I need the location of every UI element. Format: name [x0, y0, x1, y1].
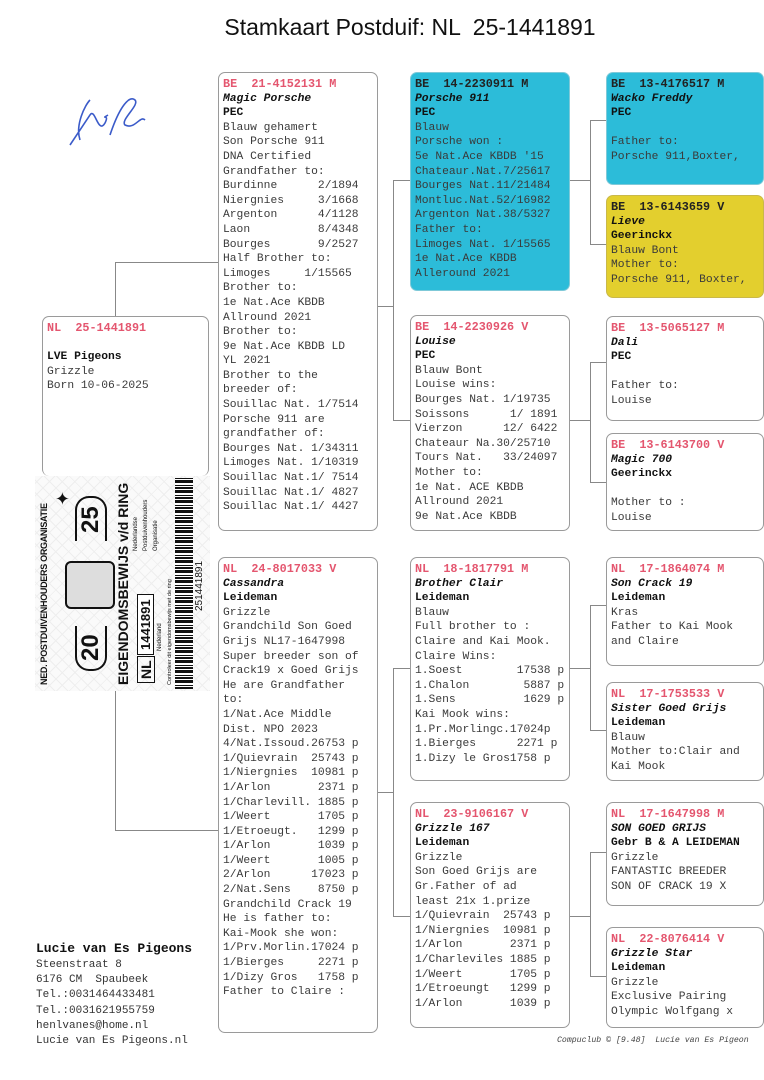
info-line: 2/Nat.Sens 8750 p: [223, 884, 359, 897]
pigeon-name: Lieve: [611, 215, 645, 228]
info-line: Kai Mook wins:: [415, 708, 510, 721]
info-line: Grandchild Son Goed: [223, 621, 352, 634]
pigeon-name: Magic 700: [611, 453, 673, 466]
info-line: Brother to:: [223, 282, 298, 295]
info-line: Mother to :: [611, 497, 686, 510]
info-line: Father to:: [611, 136, 679, 149]
info-line: Brother to the: [223, 369, 318, 382]
ring-number: NL 25-1441891: [47, 321, 147, 335]
info-line: Half Brother to:: [223, 253, 332, 266]
ring-number: NL 23-9106167 V: [415, 807, 529, 821]
info-line: Chateaur Na.30/25710: [415, 437, 551, 450]
connector: [590, 362, 606, 363]
dss-card: [606, 557, 764, 666]
ring-number: BE 13-4176517 M: [611, 77, 725, 91]
dsd-card: [606, 682, 764, 781]
info-line: [611, 482, 763, 497]
pigeon-name: Porsche 911: [415, 92, 490, 105]
info-line: 1/Weert 1705 p: [223, 811, 359, 824]
connector: [393, 916, 410, 917]
info-line: Souillac Nat. 1/7514: [223, 399, 359, 412]
info-line: Mother to:: [415, 466, 483, 479]
info-line: 1.Sens 1629 p: [415, 694, 565, 707]
connector: [377, 306, 393, 307]
info-line: Louise: [611, 394, 652, 407]
connector: [590, 852, 591, 976]
info-line: Father to:: [415, 223, 483, 236]
info-line: to:: [223, 694, 244, 707]
ring-number: BE 14-2230926 V: [415, 320, 529, 334]
info-line: Souillac Nat.1/ 4827: [223, 486, 359, 499]
sss-card: [606, 72, 764, 185]
pigeon-name: Wacko Freddy: [611, 92, 693, 105]
info-line: 1/Weert 1705 p: [415, 968, 551, 981]
phone-2: Tel.:0031621955759: [36, 1004, 155, 1017]
info-line: Vierzon 12/ 6422: [415, 423, 558, 436]
info-line: Allround 2021: [415, 496, 504, 509]
nederland-label: Nederland: [157, 623, 163, 651]
info-line: 1e Nat.Ace KBDB: [223, 296, 325, 309]
connector: [115, 690, 116, 830]
info-line: Claire Wins:: [415, 650, 497, 663]
info-line: 9e Nat.Ace KBDB LD: [223, 340, 346, 353]
info-line: 1/Arlon 2371 p: [223, 781, 359, 794]
sire-sire-card: [410, 72, 570, 291]
phone-1: Tel.:0031464433481: [36, 989, 155, 1002]
info-line: 1/Prv.Morlin.17024 p: [223, 942, 359, 955]
info-line: Allround 2021: [223, 311, 312, 324]
info-line: Grizzle: [223, 606, 271, 619]
dam-sire-card: [410, 557, 570, 781]
info-line: Grizzle: [611, 976, 659, 989]
pigeon-name: Grizzle Star: [611, 947, 693, 960]
npo-2: Postduivenhouders: [143, 499, 149, 551]
bird-icon: ✦: [53, 490, 73, 506]
info-line: Argenton Nat.38/5327: [415, 209, 551, 222]
info-line: Blauw Bont: [415, 364, 483, 377]
info-line: Claire and Kai Mook.: [415, 635, 551, 648]
info-line: Bourges Nat.11/21484: [415, 180, 551, 193]
pigeon-name: Magic Porsche: [223, 92, 312, 105]
info-line: [611, 365, 763, 380]
info-line: Souillac Nat.1/ 7514: [223, 472, 359, 485]
info-line: Gr.Father of ad: [415, 880, 517, 893]
ring-number: BE 13-5065127 M: [611, 321, 725, 335]
connector: [377, 792, 393, 793]
breeder-name: Leideman: [611, 592, 666, 605]
pigeon-name: Cassandra: [223, 577, 285, 590]
info-line: 1e Nat. ACE KBDB: [415, 481, 524, 494]
breeder-name: Geerinckx: [611, 468, 673, 481]
info-line: Bourges 9/2527: [223, 238, 359, 251]
breeder-name: Gebr B & A LEIDEMAN: [611, 837, 740, 850]
connector: [115, 262, 116, 316]
subject-pigeon-card: [42, 316, 209, 476]
ring-number: BE 14-2230911 M: [415, 77, 529, 91]
breeder-name: Geerinckx: [611, 230, 673, 243]
info-line: 2/Arlon 17023 p: [223, 869, 359, 882]
check-text: Controleer dit eigendomsbewijs met de ring: [167, 579, 173, 685]
year-right: 25: [75, 496, 107, 541]
year-left: 20: [75, 626, 107, 671]
info-line: Limoges Nat. 1/15565: [415, 238, 551, 251]
info-line: Son Goed Grijs are: [415, 866, 538, 879]
barcode-number: 251441891: [194, 560, 205, 611]
owner-name: LVE Pigeons: [47, 351, 122, 364]
info-line: Bourges Nat. 1/34311: [223, 442, 359, 455]
pigeon-name: Grizzle 167: [415, 822, 490, 835]
info-line: 1/Charleviles 1885 p: [415, 953, 551, 966]
info-line: YL 2021: [223, 355, 271, 368]
info-line: Full brother to :: [415, 621, 531, 634]
info-line: grandfather of:: [223, 428, 325, 441]
info-line: [47, 336, 208, 351]
info-line: Blauw gehamert: [223, 121, 318, 134]
info-line: 1/Arlon 1039 p: [223, 840, 359, 853]
connector: [590, 605, 591, 730]
connector: [569, 180, 590, 181]
connector: [569, 668, 590, 669]
info-line: Blauw: [415, 606, 449, 619]
info-line: Grijs NL17-1647998: [223, 635, 346, 648]
info-line: 1/Arlon 1039 p: [415, 997, 551, 1010]
info-line: Tours Nat. 33/24097: [415, 452, 558, 465]
info-line: Louise: [611, 511, 652, 524]
info-line: Chateaur.Nat.7/25617: [415, 165, 551, 178]
certificate-heading: EIGENDOMSBEWIJS v/d RING: [115, 482, 131, 685]
info-line: Father to Claire :: [223, 986, 346, 999]
breeder-name: PEC: [611, 351, 632, 364]
ring-digits: 1441891: [137, 594, 154, 655]
breeder-name: PEC: [611, 107, 632, 120]
info-line: Souillac Nat.1/ 4427: [223, 501, 359, 514]
website: Lucie van Es Pigeons.nl: [36, 1035, 188, 1048]
info-line: Mother to:Clair and: [611, 746, 740, 759]
pigeon-name: Dali: [611, 336, 639, 349]
info-line: Grandfather to:: [223, 165, 325, 178]
info-line: 1/Niergnies 10981 p: [223, 767, 359, 780]
ring-number: NL 17-1647998 M: [611, 807, 725, 821]
info-line: Son Porsche 911: [223, 136, 325, 149]
connector: [115, 262, 218, 263]
connector: [393, 180, 410, 181]
info-line: 4/Nat.Issoud.26753 p: [223, 738, 359, 751]
info-line: and Claire: [611, 635, 679, 648]
address-street: Steenstraat 8: [36, 959, 122, 971]
country-code: NL: [137, 656, 155, 683]
ring-number: BE 21-4152131 M: [223, 77, 337, 91]
connector: [590, 482, 606, 483]
ring-number: NL 22-8076414 V: [611, 932, 725, 946]
connector: [590, 976, 606, 977]
info-line: Porsche 911,Boxter,: [611, 150, 740, 163]
info-line: 1.Dizy le Gros1758 p: [415, 752, 551, 765]
lion-emblem: [65, 561, 115, 609]
info-line: Porsche 911 are: [223, 413, 325, 426]
info-line: breeder of:: [223, 384, 298, 397]
barcode: [175, 478, 193, 689]
info-line: 1/Etroeugt. 1299 p: [223, 825, 359, 838]
info-line: Kai Mook: [611, 760, 666, 773]
connector: [115, 830, 218, 831]
info-line: Father to:: [611, 380, 679, 393]
pigeon-name: Son Crack 19: [611, 577, 693, 590]
info-line: Burdinne 2/1894: [223, 180, 359, 193]
org-name: NED. POSTDUIVENHOUDERS ORGANISATIE: [39, 503, 49, 685]
info-line: Mother to:: [611, 259, 679, 272]
connector: [590, 244, 606, 245]
info-line: 1.Pr.Morlingc.17024p: [415, 723, 551, 736]
connector: [393, 668, 410, 669]
ring-number: NL 17-1753533 V: [611, 687, 725, 701]
breeder-name: PEC: [415, 107, 436, 120]
dds-card: [606, 802, 764, 906]
connector: [569, 916, 590, 917]
info-line: 1.Chalon 5887 p: [415, 679, 565, 692]
connector: [590, 120, 606, 121]
connector: [590, 605, 606, 606]
info-line: Louise wins:: [415, 379, 497, 392]
info-line: Blauw: [415, 121, 449, 134]
info-line: FANTASTIC BREEDER: [611, 866, 727, 879]
breeder-contact: [36, 940, 192, 1049]
ring-certificate-image: [35, 476, 210, 691]
info-line: 5e Nat.Ace KBDB '15: [415, 150, 544, 163]
signature: [60, 85, 150, 155]
pigeon-name: Louise: [415, 335, 456, 348]
sdd-card: [606, 433, 764, 531]
breeder-name: Leideman: [415, 592, 470, 605]
email: henlvanes@home.nl: [36, 1019, 149, 1032]
ring-number: NL 18-1817791 M: [415, 562, 529, 576]
breeder-name: Leideman: [415, 837, 470, 850]
info-line: Olympic Wolfgang x: [611, 1005, 734, 1018]
dam-card: [218, 557, 378, 1033]
info-line: Father to Kai Mook: [611, 621, 734, 634]
info-line: He are Grandfather: [223, 679, 346, 692]
pigeon-name: Sister Goed Grijs: [611, 702, 727, 715]
pigeon-name: SON GOED GRIJS: [611, 822, 706, 835]
info-line: 1/Etroeungt 1299 p: [415, 983, 551, 996]
info-line: 1.Soest 17538 p: [415, 665, 565, 678]
info-line: Laon 8/4348: [223, 223, 359, 236]
info-line: Porsche won :: [415, 136, 504, 149]
info-line: 1/Charlevill. 1885 p: [223, 796, 359, 809]
info-line: 1/Nat.Ace Middle: [223, 708, 332, 721]
birth-date: Born 10-06-2025: [47, 380, 149, 393]
info-line: Soissons 1/ 1891: [415, 408, 558, 421]
ring-number: NL 17-1864074 M: [611, 562, 725, 576]
info-line: Crack19 x Goed Grijs: [223, 665, 359, 678]
connector: [569, 420, 590, 421]
ring-number: BE 13-6143700 V: [611, 438, 725, 452]
info-line: Bourges Nat. 1/19735: [415, 393, 551, 406]
info-line: 1/Niergnies 10981 p: [415, 924, 551, 937]
sds-card: [606, 316, 764, 421]
info-line: [611, 121, 763, 136]
info-line: 1/Quievrain 25743 p: [415, 910, 551, 923]
connector: [590, 120, 591, 244]
info-line: Limoges Nat. 1/10319: [223, 457, 359, 470]
address-city: 6176 CM Spaubeek: [36, 974, 149, 987]
info-line: Blauw: [611, 731, 645, 744]
info-line: Grizzle: [415, 851, 463, 864]
info-line: Limoges 1/15565: [223, 267, 352, 280]
color-line: Grizzle: [47, 365, 95, 378]
pigeon-name: Brother Clair: [415, 577, 504, 590]
info-line: 1.Bierges 2271 p: [415, 738, 558, 751]
npo-3: Organisatie: [153, 520, 159, 551]
connector: [393, 668, 394, 916]
info-line: Grizzle: [611, 851, 659, 864]
ddd-card: [606, 927, 764, 1028]
connector: [590, 852, 606, 853]
info-line: 9e Nat.Ace KBDB: [415, 510, 517, 523]
connector: [393, 180, 394, 420]
ssd-card: [606, 195, 764, 298]
info-line: 1/Bierges 2271 p: [223, 957, 359, 970]
info-line: Porsche 911, Boxter,: [611, 273, 747, 286]
info-line: 1/Arlon 2371 p: [415, 939, 551, 952]
info-line: Kras: [611, 606, 639, 619]
info-line: Blauw Bont: [611, 244, 679, 257]
connector: [590, 730, 606, 731]
breeder-name: Leideman: [611, 962, 666, 975]
breeder-name: Leideman: [223, 592, 278, 605]
info-line: DNA Certified: [223, 150, 312, 163]
info-line: SON OF CRACK 19 X: [611, 880, 727, 893]
info-line: Niergnies 3/1668: [223, 194, 359, 207]
breeder-name: PEC: [223, 107, 244, 120]
info-line: Argenton 4/1128: [223, 209, 359, 222]
footer-credit: Compuclub © [9.48] Lucie van Es Pigeon: [557, 1036, 749, 1045]
breeder-name: PEC: [415, 350, 436, 363]
info-line: Exclusive Pairing: [611, 991, 727, 1004]
info-line: Brother to:: [223, 326, 298, 339]
ring-number: BE 13-6143659 V: [611, 200, 725, 214]
info-line: least 21x 1.prize: [415, 895, 531, 908]
ring-number: NL 24-8017033 V: [223, 562, 337, 576]
breeder-name: Lucie van Es Pigeons: [36, 941, 193, 956]
info-line: 1/Weert 1005 p: [223, 854, 359, 867]
info-line: 1e Nat.Ace KBDB: [415, 253, 517, 266]
npo-1: Nederlandse: [133, 516, 139, 551]
info-line: 1/Quievrain 25743 p: [223, 752, 359, 765]
info-line: Super breeder son of: [223, 650, 359, 663]
info-line: Alleround 2021: [415, 267, 510, 280]
info-line: Kai-Mook she won:: [223, 927, 339, 940]
info-line: Dist. NPO 2023: [223, 723, 318, 736]
connector: [590, 362, 591, 482]
connector: [393, 420, 410, 421]
info-line: 1/Dizy Gros 1758 p: [223, 971, 359, 984]
info-line: Grandchild Crack 19: [223, 898, 352, 911]
page-title: Stamkaart Postduif: NL 25-1441891: [224, 14, 596, 40]
sire-dam-card: [410, 315, 570, 531]
dam-dam-card: [410, 802, 570, 1028]
breeder-name: Leideman: [611, 717, 666, 730]
info-line: Montluc.Nat.52/16982: [415, 194, 551, 207]
sire-card: [218, 72, 378, 531]
info-line: He is father to:: [223, 913, 332, 926]
